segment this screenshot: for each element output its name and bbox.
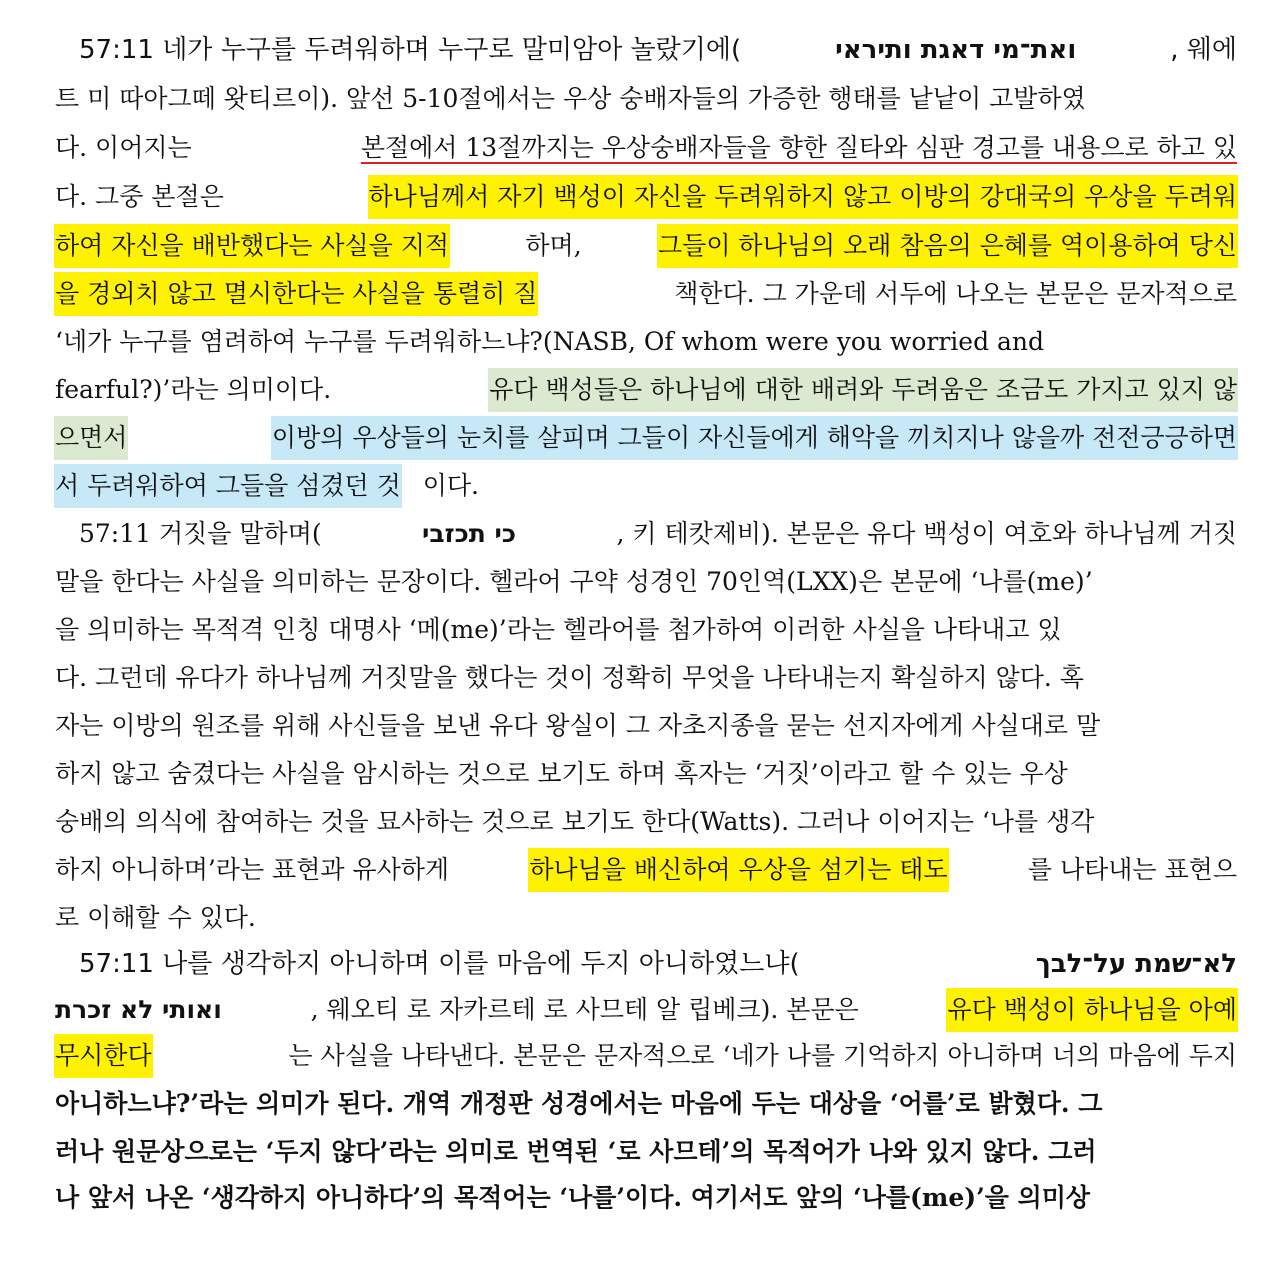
highlighted-text: 으면서 <box>54 416 128 460</box>
text-line <box>54 1130 1238 1174</box>
hebrew-text: ואותי לא זכרת <box>55 995 222 1024</box>
text-segment: , 웨에 <box>1170 35 1237 65</box>
text-segment: 로 이해할 수 있다. <box>55 903 256 932</box>
text-line <box>54 752 1238 796</box>
text-line <box>54 272 1238 316</box>
text-segment: 하지 않고 숨겼다는 사실을 암시하는 것으로 보기도 하며 혹자는 ‘거짓’이라고 할 수 있는 우상 <box>55 759 1068 788</box>
text-segment: 57:11 거짓을 말하며( <box>79 519 322 548</box>
text-segment: 는 사실을 나타낸다. 본문은 문자적으로 ‘네가 나를 기억하지 아니하며 너의 마음에 두지 <box>288 1041 1237 1070</box>
text-line <box>54 464 1238 508</box>
highlighted-text: 유다 백성이 하나님을 아예 <box>946 988 1238 1032</box>
highlighted-text: 서 두려워하여 그들을 섬겼던 것 <box>54 464 402 508</box>
highlighted-text: 하나님께서 자기 백성이 자신을 두려워하지 않고 이방의 강대국의 우상을 두려워 <box>368 175 1238 219</box>
text-line <box>54 77 1238 121</box>
text-segment: 다. 그중 본절은 <box>55 182 224 211</box>
text-line <box>54 1176 1238 1220</box>
text-segment: fearful?)’라는 의미이다. <box>55 375 332 404</box>
text-line <box>54 988 1238 1032</box>
text-line <box>54 320 1238 364</box>
text-line <box>54 560 1238 604</box>
text-line <box>54 368 1238 412</box>
highlighted-text: 하나님을 배신하여 우상을 섬기는 태도 <box>528 848 948 892</box>
text-segment: 하며, <box>525 231 582 260</box>
text-segment: 57:11 나를 생각하지 아니하며 이를 마음에 두지 아니하였느냐( <box>79 949 800 979</box>
text-segment: 나 앞서 나온 ‘생각하지 아니하다’의 목적어는 ‘나를’이다. 여기서도 앞의 ‘나를(me)’을 의미상 <box>55 1183 1091 1212</box>
text-line <box>54 656 1238 700</box>
text-segment: 다. 그런데 유다가 하나님께 거짓말을 했다는 것이 정확히 무엇을 나타내는지 확실하지 않다. 혹 <box>55 663 1084 692</box>
text-segment: 하지 아니하며’라는 표현과 유사하게 <box>55 855 450 884</box>
text-segment: 다. 이어지는 <box>55 133 192 162</box>
text-segment: , 웨오티 로 자카르테 로 사므테 알 립베크). 본문은 <box>310 995 859 1024</box>
text-segment: 러나 원문상으로는 ‘두지 않다’라는 의미로 번역된 ‘로 사므테’의 목적어가 나와 있지 않다. 그러 <box>55 1137 1097 1166</box>
text-segment: 을 의미하는 목적격 인칭 대명사 ‘메(me)’라는 헬라어를 첨가하여 이러한 사실을 나타내고 있 <box>55 615 1062 644</box>
text-segment: 말을 한다는 사실을 의미하는 문장이다. 헬라어 구약 성경인 70인역(LXX)은 본문에 ‘나를(me)’ <box>55 567 1093 596</box>
text-line <box>54 416 1238 460</box>
highlighted-text: 이방의 우상들의 눈치를 살피며 그들이 자신들에게 해악을 끼치지나 않을까 전전긍긍하면 <box>271 416 1238 460</box>
text-line <box>78 512 1238 556</box>
text-line <box>54 175 1238 219</box>
text-line <box>54 1034 1238 1078</box>
text-line <box>78 28 1238 72</box>
text-segment: 이다. <box>422 471 479 500</box>
hebrew-text: לא־שמת על־לבך <box>1035 949 1237 979</box>
hebrew-text: ואת־מי דאגת ותיראי <box>835 35 1077 65</box>
text-segment: 를 나타내는 표현으 <box>1027 855 1237 884</box>
text-line <box>54 848 1238 892</box>
text-line <box>54 1082 1238 1126</box>
highlighted-text: 을 경외치 않고 멸시한다는 사실을 통렬히 질 <box>54 272 538 316</box>
text-segment: 아니하느냐?’라는 의미가 된다. 개역 개정판 성경에서는 마음에 두는 대상을 ‘어를’로 밝혔다. 그 <box>55 1089 1103 1118</box>
highlighted-text: 하여 자신을 배반했다는 사실을 지적 <box>54 224 450 268</box>
highlighted-text: 그들이 하나님의 오래 참음의 은혜를 역이용하여 당신 <box>657 224 1238 268</box>
highlighted-text: 유다 백성들은 하나님에 대한 배려와 두려움은 조금도 가지고 있지 않 <box>488 368 1238 412</box>
text-line <box>54 608 1238 652</box>
text-line <box>78 942 1238 986</box>
text-segment: 자는 이방의 원조를 위해 사신들을 보낸 유다 왕실이 그 자초지종을 묻는 선지자에게 사실대로 말 <box>55 711 1101 740</box>
text-line <box>54 896 1238 940</box>
text-segment: , 키 테캇제비). 본문은 유다 백성이 여호와 하나님께 거짓 <box>616 519 1237 548</box>
text-line <box>54 704 1238 748</box>
text-segment: 57:11 네가 누구를 두려워하며 누구로 말미암아 놀랐기에( <box>79 35 742 65</box>
text-segment: 책한다. 그 가운데 서두에 나오는 본문은 문자적으로 <box>674 279 1237 308</box>
text-segment: 숭배의 의식에 참여하는 것을 묘사하는 것으로 보기도 한다(Watts). 그러나 이어지는 ‘나를 생각 <box>55 807 1095 836</box>
underlined-text: 본절에서 13절까지는 우상숭배자들을 향한 질타와 심판 경고를 내용으로 하고 있 <box>360 133 1237 162</box>
highlighted-text: 무시한다 <box>54 1034 153 1078</box>
hebrew-text: כי תכזבי <box>421 519 517 548</box>
text-segment: 트 미 따아그떼 왓티르이). 앞선 5-10절에서는 우상 숭배자들의 가증한 행태를 낱낱이 고발하였 <box>55 84 1086 113</box>
text-line <box>54 800 1238 844</box>
text-segment: ‘네가 누구를 염려하여 누구를 두려워하느냐?(NASB, Of whom were you worried and <box>55 327 1045 356</box>
text-line <box>54 126 1238 170</box>
text-line <box>54 224 1238 268</box>
